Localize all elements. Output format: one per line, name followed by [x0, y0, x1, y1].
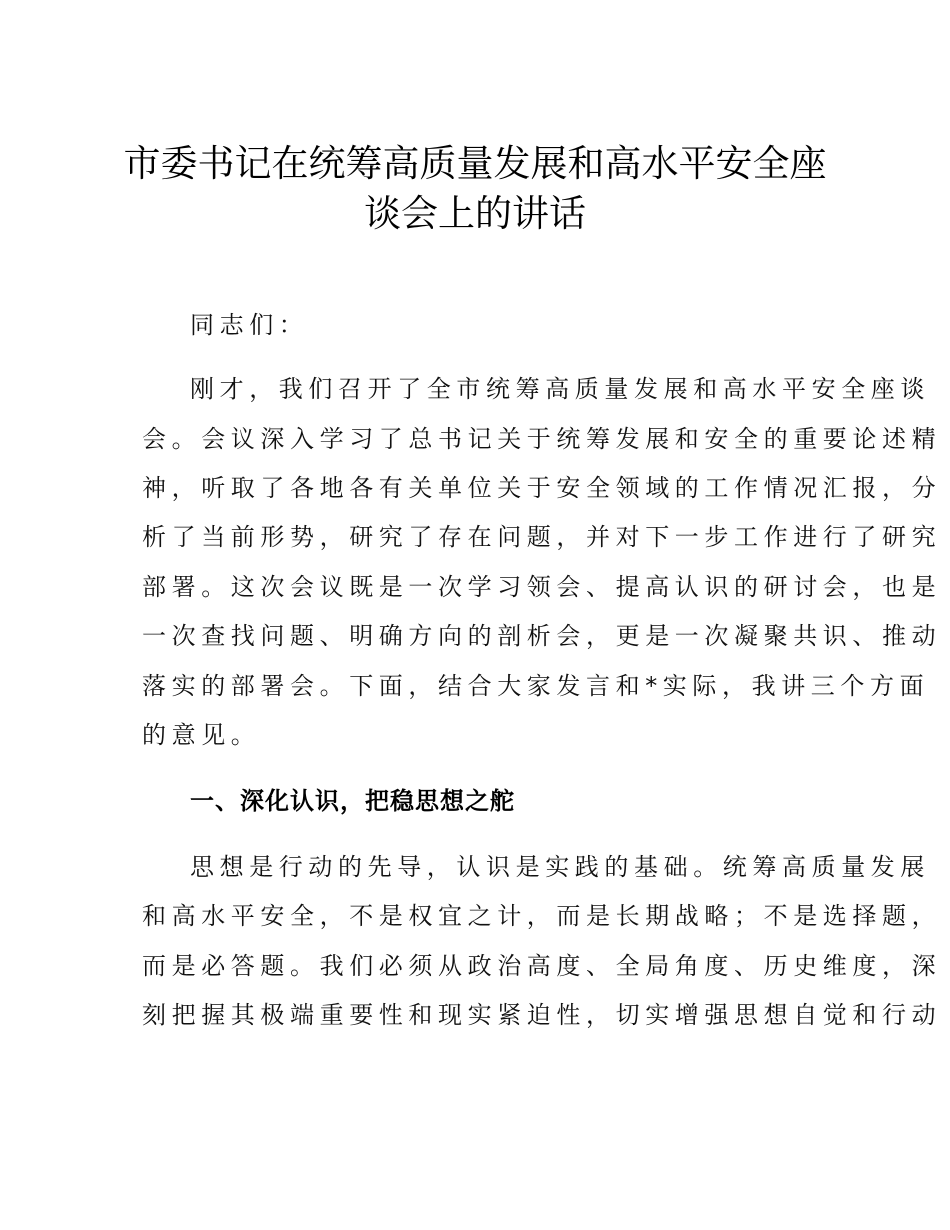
paragraph-line: 一次查找问题、明确方向的剖析会，更是一次凝聚共识、推动: [142, 622, 942, 650]
title-line-2: 谈会上的讲话: [364, 191, 586, 235]
paragraph-line: 落实的部署会。下面，结合大家发言和*实际，我讲三个方面: [142, 672, 930, 700]
paragraph-line: 刚才，我们召开了全市统筹高质量发展和高水平安全座谈: [190, 375, 930, 403]
paragraph-line: 思想是行动的先导，认识是实践的基础。统筹高质量发展: [190, 853, 930, 881]
salutation: 同志们：: [190, 311, 309, 339]
paragraph-line: 和高水平安全，不是权宜之计，而是长期战略；不是选择题，: [142, 902, 942, 930]
paragraph-line: 神，听取了各地各有关单位关于安全领域的工作情况汇报，分: [142, 474, 942, 502]
paragraph-line: 析了当前形势，研究了存在问题，并对下一步工作进行了研究: [142, 523, 942, 551]
section-heading-1: 一、深化认识，把稳思想之舵: [190, 787, 515, 815]
paragraph-line: 刻把握其极端重要性和现实紧迫性，切实增强思想自觉和行动: [142, 1001, 942, 1029]
paragraph-line: 部署。这次会议既是一次学习领会、提高认识的研讨会，也是: [142, 573, 942, 601]
paragraph-line: 的意见。: [142, 721, 261, 749]
document-title: [0, 139, 950, 239]
paragraph-line: 而是必答题。我们必须从政治高度、全局角度、历史维度，深: [142, 952, 942, 980]
title-line-1: 市委书记在统筹高质量发展和高水平安全座: [123, 141, 827, 185]
paragraph-line: 会。会议深入学习了总书记关于统筹发展和安全的重要论述精: [142, 425, 942, 453]
